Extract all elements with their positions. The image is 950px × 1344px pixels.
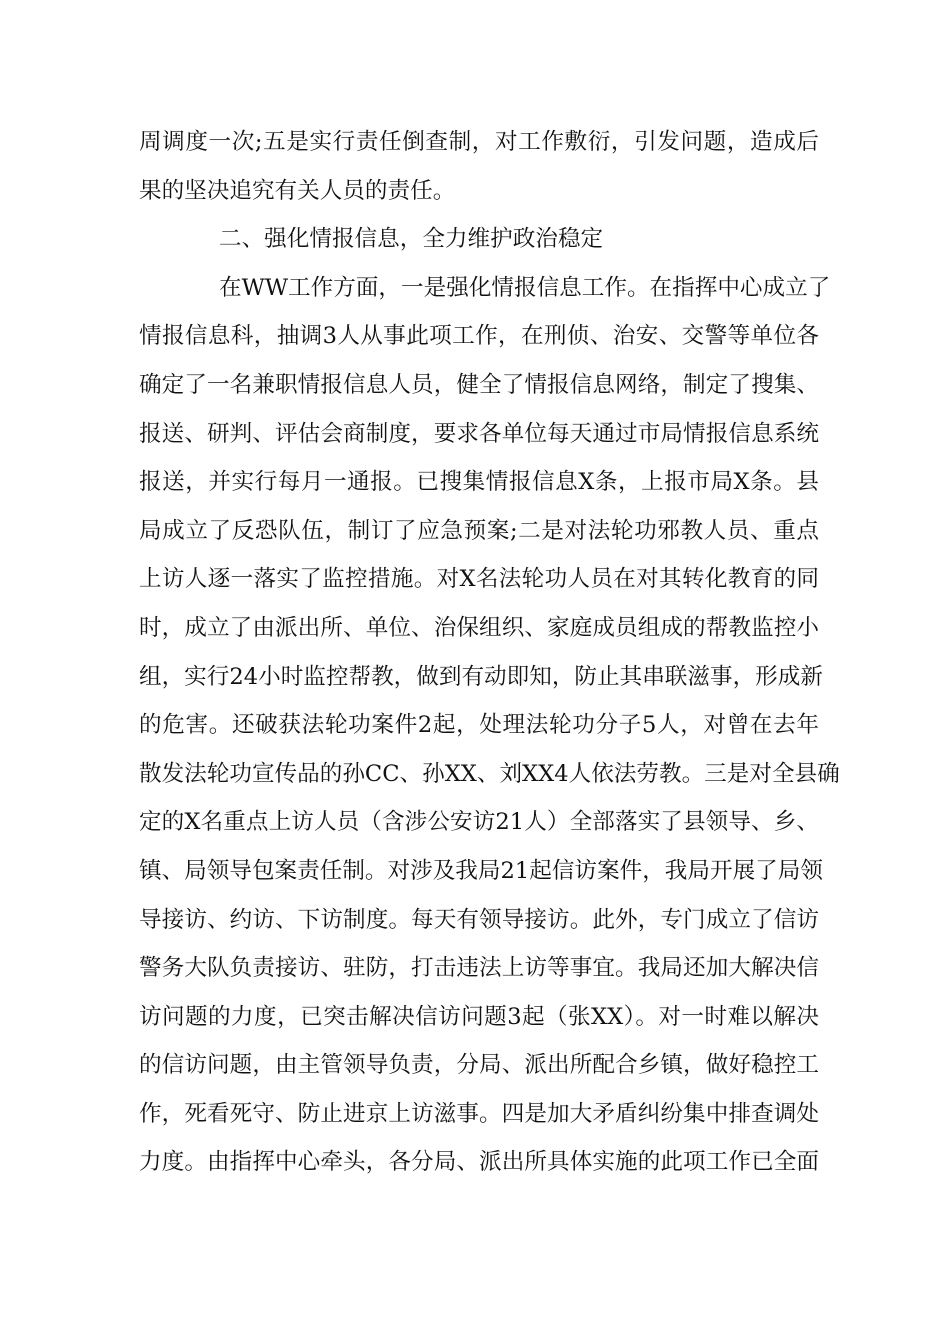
text-line: 局成立了反恐队伍，制订了应急预案;二是对法轮功邪教人员、重点 bbox=[139, 517, 819, 544]
text-line: 导接访、约访、下访制度。每天有领导接访。此外，专门成立了信访 bbox=[139, 906, 819, 933]
text-line: 情报信息科，抽调3人从事此项工作，在刑侦、治安、交警等单位各 bbox=[139, 323, 819, 350]
text-line: 报送、研判、评估会商制度，要求各单位每天通过市局情报信息系统 bbox=[139, 420, 819, 447]
text-line: 定的X名重点上访人员（含涉公安访21人）全部落实了县领导、乡、 bbox=[139, 809, 819, 836]
text-line: 时，成立了由派出所、单位、治保组织、家庭成员组成的帮教监控小 bbox=[139, 614, 819, 641]
text-line: 周调度一次;五是实行责任倒查制，对工作敷衍，引发问题，造成后 bbox=[139, 129, 819, 155]
text-line: 散发法轮功宣传品的孙CC、孙XX、刘XX4人依法劳教。三是对全县确 bbox=[139, 760, 840, 787]
body-text bbox=[139, 118, 840, 1187]
section-heading: 二、强化情报信息，全力维护政治稳定 bbox=[219, 226, 604, 253]
text-line: 镇、局领导包案责任制。对涉及我局21起信访案件，我局开展了局领 bbox=[139, 857, 823, 884]
text-line: 警务大队负责接访、驻防，打击违法上访等事宜。我局还加大解决信 bbox=[139, 955, 819, 982]
text-line: 访问题的力度，已突击解决信访问题3起（张XX）。对一时难以解决 bbox=[139, 1003, 819, 1030]
text-line: 的信访问题，由主管领导负责，分局、派出所配合乡镇，做好稳控工 bbox=[139, 1052, 819, 1079]
text-line: 作，死看死守、防止进京上访滋事。四是加大矛盾纠纷集中排查调处 bbox=[139, 1100, 819, 1127]
text-line: 在WW工作方面，一是强化情报信息工作。在指挥中心成立了 bbox=[219, 274, 831, 301]
text-line: 果的坚决追究有关人员的责任。 bbox=[139, 177, 456, 204]
text-line: 报送，并实行每月一通报。已搜集情报信息X条，上报市局X条。县 bbox=[139, 469, 819, 496]
text-line: 上访人逐一落实了监控措施。对X名法轮功人员在对其转化教育的同 bbox=[139, 566, 819, 593]
text-line: 的危害。还破获法轮功案件2起，处理法轮功分子5人，对曾在去年 bbox=[139, 712, 819, 739]
text-line: 组，实行24小时监控帮教，做到有动即知，防止其串联滋事，形成新 bbox=[139, 663, 823, 690]
text-line: 确定了一名兼职情报信息人员，健全了情报信息网络，制定了搜集、 bbox=[139, 371, 819, 398]
text-line: 力度。由指挥中心牵头，各分局、派出所具体实施的此项工作已全面 bbox=[139, 1149, 819, 1176]
